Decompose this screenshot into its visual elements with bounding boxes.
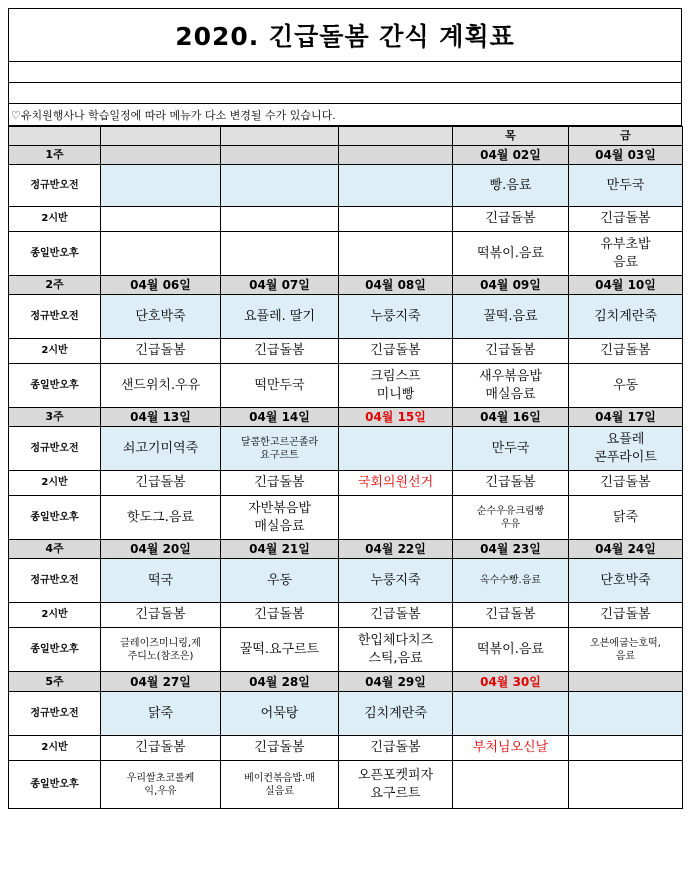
date-cell: 04월 29일 — [339, 672, 453, 692]
day-header: 목 — [453, 127, 569, 146]
menu-cell: 긴급돌봄 — [221, 736, 339, 761]
date-cell: 04월 13일 — [101, 408, 221, 427]
pm-row — [9, 628, 683, 672]
menu-cell: 어묵탕 — [221, 692, 339, 736]
menu-cell: 긴급돌봄 — [453, 471, 569, 496]
menu-cell: 닭죽 — [569, 496, 683, 540]
menu-cell: 긴급돌봄 — [221, 471, 339, 496]
menu-cell: 긴급돌봄 — [453, 339, 569, 364]
row-label: 2시반 — [9, 207, 101, 232]
care-row — [9, 736, 683, 761]
week-label: 2주 — [9, 276, 101, 295]
blank-row — [8, 83, 682, 104]
menu-cell: 만두국 — [569, 165, 683, 207]
row-label: 2시반 — [9, 736, 101, 761]
day-header-blank — [9, 127, 101, 146]
menu-cell: 단호박죽 — [101, 295, 221, 339]
row-label: 정규반오전 — [9, 559, 101, 603]
date-cell: 04월 15일 — [339, 408, 453, 427]
row-label: 종일반오후 — [9, 496, 101, 540]
week-header-row — [9, 276, 683, 295]
menu-cell: 긴급돌봄 — [101, 339, 221, 364]
menu-cell: 긴급돌봄 — [339, 339, 453, 364]
menu-cell: 유부초밥 음료 — [569, 232, 683, 276]
menu-cell: 글레이즈미니링,제 주디노(참조은) — [101, 628, 221, 672]
date-cell: 04월 06일 — [101, 276, 221, 295]
date-cell: 04월 24일 — [569, 540, 683, 559]
date-cell: 04월 30일 — [453, 672, 569, 692]
row-label: 2시반 — [9, 603, 101, 628]
menu-cell: 우동 — [221, 559, 339, 603]
menu-cell: 달콤한고르곤졸라 요구르트 — [221, 427, 339, 471]
date-cell — [569, 672, 683, 692]
week-label: 1주 — [9, 146, 101, 165]
day-header — [339, 127, 453, 146]
row-label: 정규반오전 — [9, 295, 101, 339]
pm-row — [9, 761, 683, 809]
menu-table — [8, 126, 683, 809]
menu-cell: 우리쌀초코롤케 익,우유 — [101, 761, 221, 809]
menu-cell — [101, 165, 221, 207]
pm-row — [9, 364, 683, 408]
row-label: 종일반오후 — [9, 628, 101, 672]
menu-cell: 핫도그.음료 — [101, 496, 221, 540]
am-row — [9, 692, 683, 736]
menu-cell — [453, 761, 569, 809]
day-header — [101, 127, 221, 146]
page-title: 2020. 긴급돌봄 간식 계획표 — [8, 8, 682, 62]
date-cell — [101, 146, 221, 165]
date-cell: 04월 20일 — [101, 540, 221, 559]
menu-cell: 순수우유크림빵 우유 — [453, 496, 569, 540]
plan-sheet — [8, 8, 682, 809]
am-row — [9, 295, 683, 339]
menu-cell: 떡만두국 — [221, 364, 339, 408]
menu-cell: 긴급돌봄 — [453, 603, 569, 628]
menu-cell: 단호박죽 — [569, 559, 683, 603]
menu-cell: 꿀떡.음료 — [453, 295, 569, 339]
menu-cell: 새우볶음밥 매실음료 — [453, 364, 569, 408]
menu-cell: 꿀떡.요구르트 — [221, 628, 339, 672]
menu-cell: 요플레 콘푸라이트 — [569, 427, 683, 471]
care-row — [9, 339, 683, 364]
day-header-row — [9, 127, 683, 146]
menu-cell — [569, 692, 683, 736]
menu-cell — [339, 427, 453, 471]
date-cell: 04월 14일 — [221, 408, 339, 427]
menu-cell — [569, 761, 683, 809]
row-label: 종일반오후 — [9, 364, 101, 408]
week-label: 3주 — [9, 408, 101, 427]
menu-cell: 긴급돌봄 — [221, 339, 339, 364]
notice-text: ♡유치원행사나 학습일정에 따라 메뉴가 다소 변경될 수가 있습니다. — [8, 104, 682, 126]
day-header — [221, 127, 339, 146]
menu-cell: 김치계란죽 — [339, 692, 453, 736]
row-label: 2시반 — [9, 471, 101, 496]
menu-cell: 긴급돌봄 — [569, 603, 683, 628]
menu-cell: 긴급돌봄 — [101, 471, 221, 496]
menu-cell: 베이컨볶음밥.매 실음료 — [221, 761, 339, 809]
menu-cell: 크림스프 미니빵 — [339, 364, 453, 408]
row-label: 정규반오전 — [9, 692, 101, 736]
am-row — [9, 427, 683, 471]
week-header-row — [9, 540, 683, 559]
week-label: 5주 — [9, 672, 101, 692]
date-cell: 04월 23일 — [453, 540, 569, 559]
menu-cell: 긴급돌봄 — [339, 603, 453, 628]
row-label: 종일반오후 — [9, 761, 101, 809]
week-header-row — [9, 146, 683, 165]
menu-cell: 한입체다치즈 스틱,음료 — [339, 628, 453, 672]
menu-cell: 만두국 — [453, 427, 569, 471]
care-row — [9, 207, 683, 232]
date-cell: 04월 16일 — [453, 408, 569, 427]
menu-cell — [339, 232, 453, 276]
menu-cell: 떡국 — [101, 559, 221, 603]
menu-cell — [339, 496, 453, 540]
menu-cell: 긴급돌봄 — [569, 471, 683, 496]
menu-cell: 떡볶이.음료 — [453, 232, 569, 276]
menu-cell: 긴급돌봄 — [569, 207, 683, 232]
menu-cell: 오픈포켓피자 요구르트 — [339, 761, 453, 809]
day-header: 금 — [569, 127, 683, 146]
week-header-row — [9, 408, 683, 427]
menu-cell — [339, 207, 453, 232]
menu-cell: 부처님오신날 — [453, 736, 569, 761]
row-label: 종일반오후 — [9, 232, 101, 276]
menu-cell: 누룽지죽 — [339, 295, 453, 339]
date-cell — [339, 146, 453, 165]
date-cell: 04월 28일 — [221, 672, 339, 692]
date-cell: 04월 07일 — [221, 276, 339, 295]
menu-cell — [453, 692, 569, 736]
row-label: 정규반오전 — [9, 165, 101, 207]
date-cell: 04월 21일 — [221, 540, 339, 559]
date-cell: 04월 27일 — [101, 672, 221, 692]
pm-row — [9, 232, 683, 276]
date-cell: 04월 22일 — [339, 540, 453, 559]
menu-cell: 긴급돌봄 — [339, 736, 453, 761]
menu-cell: 우동 — [569, 364, 683, 408]
menu-cell: 긴급돌봄 — [101, 736, 221, 761]
menu-cell — [221, 207, 339, 232]
pm-row — [9, 496, 683, 540]
menu-cell: 샌드위치.우유 — [101, 364, 221, 408]
menu-cell: 떡볶이.음료 — [453, 628, 569, 672]
menu-cell: 요플레. 딸기 — [221, 295, 339, 339]
blank-row — [8, 62, 682, 83]
menu-cell: 옥수수빵.음료 — [453, 559, 569, 603]
row-label: 정규반오전 — [9, 427, 101, 471]
date-cell: 04월 08일 — [339, 276, 453, 295]
menu-cell: 김치계란죽 — [569, 295, 683, 339]
date-cell: 04월 03일 — [569, 146, 683, 165]
menu-cell: 닭죽 — [101, 692, 221, 736]
care-row — [9, 471, 683, 496]
care-row — [9, 603, 683, 628]
menu-cell: 누룽지죽 — [339, 559, 453, 603]
menu-cell — [101, 232, 221, 276]
menu-cell: 자반볶음밥 매실음료 — [221, 496, 339, 540]
date-cell: 04월 09일 — [453, 276, 569, 295]
menu-cell — [569, 736, 683, 761]
menu-cell — [101, 207, 221, 232]
menu-cell: 긴급돌봄 — [101, 603, 221, 628]
row-label: 2시반 — [9, 339, 101, 364]
menu-cell: 국회의원선거 — [339, 471, 453, 496]
menu-cell — [221, 165, 339, 207]
menu-cell: 긴급돌봄 — [569, 339, 683, 364]
am-row — [9, 165, 683, 207]
date-cell: 04월 02일 — [453, 146, 569, 165]
menu-cell: 오븐에굽는호떡, 음료 — [569, 628, 683, 672]
date-cell: 04월 10일 — [569, 276, 683, 295]
date-cell — [221, 146, 339, 165]
menu-cell: 빵.음료 — [453, 165, 569, 207]
menu-cell: 긴급돌봄 — [221, 603, 339, 628]
menu-cell — [339, 165, 453, 207]
week-header-row — [9, 672, 683, 692]
am-row — [9, 559, 683, 603]
menu-cell — [221, 232, 339, 276]
week-label: 4주 — [9, 540, 101, 559]
menu-cell: 쇠고기미역죽 — [101, 427, 221, 471]
date-cell: 04월 17일 — [569, 408, 683, 427]
menu-cell: 긴급돌봄 — [453, 207, 569, 232]
